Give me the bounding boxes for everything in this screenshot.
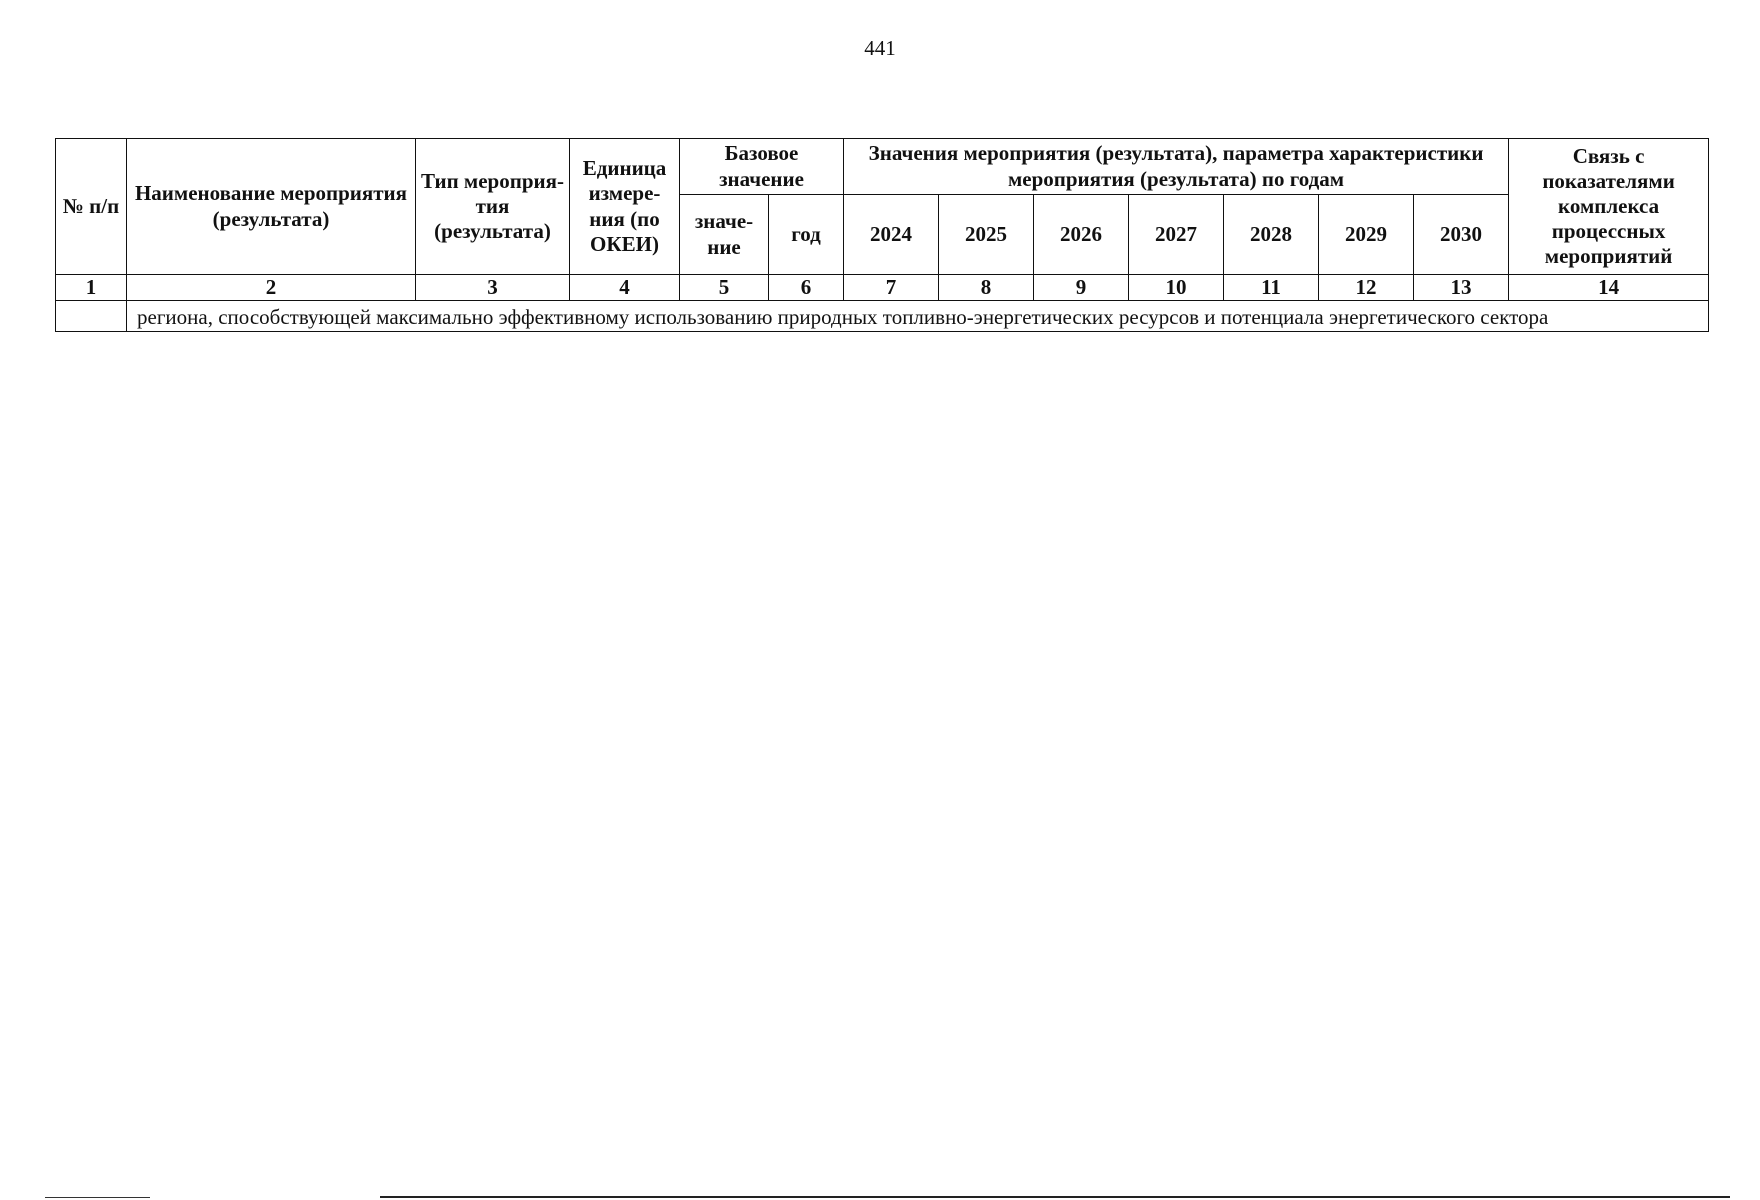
column-number: 3 bbox=[416, 275, 570, 301]
header-year-2025: 2025 bbox=[939, 195, 1034, 275]
column-number: 14 bbox=[1509, 275, 1709, 301]
header-year-2026: 2026 bbox=[1034, 195, 1129, 275]
page-number: 441 bbox=[864, 36, 896, 60]
column-number: 6 bbox=[769, 275, 844, 301]
column-number: 8 bbox=[939, 275, 1034, 301]
bottom-rule-left bbox=[45, 1197, 150, 1198]
header-year-2030: 2030 bbox=[1414, 195, 1509, 275]
header-num: № п/п bbox=[56, 139, 127, 275]
column-number: 11 bbox=[1224, 275, 1319, 301]
column-number: 2 bbox=[127, 275, 416, 301]
header-unit: Единица измере-ния (по ОКЕИ) bbox=[570, 139, 680, 275]
header-year-2028: 2028 bbox=[1224, 195, 1319, 275]
header-base-year: год bbox=[769, 195, 844, 275]
header-year-2024: 2024 bbox=[844, 195, 939, 275]
bottom-rule bbox=[380, 1196, 1730, 1198]
column-number: 12 bbox=[1319, 275, 1414, 301]
column-number-row bbox=[56, 275, 1709, 301]
column-number: 10 bbox=[1129, 275, 1224, 301]
header-row-top bbox=[56, 139, 1709, 195]
header-year-2027: 2027 bbox=[1129, 195, 1224, 275]
column-number: 9 bbox=[1034, 275, 1129, 301]
header-years-group: Значения мероприятия (результата), параметра характеристики мероприятия (результата) по годам bbox=[844, 139, 1509, 195]
header-year-2029: 2029 bbox=[1319, 195, 1414, 275]
column-number: 13 bbox=[1414, 275, 1509, 301]
header-link: Связь с показателями комплекса процессных мероприятий bbox=[1509, 139, 1709, 275]
header-name: Наименование мероприятия (результата) bbox=[127, 139, 416, 275]
row-text-cell: региона, способствующей максимально эффективному использованию природных топливно-энергетических ресурсов и потенциала энергетического сектора bbox=[127, 301, 1709, 332]
row-num-cell bbox=[56, 301, 127, 332]
column-number: 7 bbox=[844, 275, 939, 301]
column-number: 4 bbox=[570, 275, 680, 301]
results-table bbox=[55, 138, 1709, 332]
column-number: 1 bbox=[56, 275, 127, 301]
column-number: 5 bbox=[680, 275, 769, 301]
header-base-value: значе-ние bbox=[680, 195, 769, 275]
table-row bbox=[56, 301, 1709, 332]
header-base-group: Базовое значение bbox=[680, 139, 844, 195]
header-type: Тип мероприя-тия (результата) bbox=[416, 139, 570, 275]
